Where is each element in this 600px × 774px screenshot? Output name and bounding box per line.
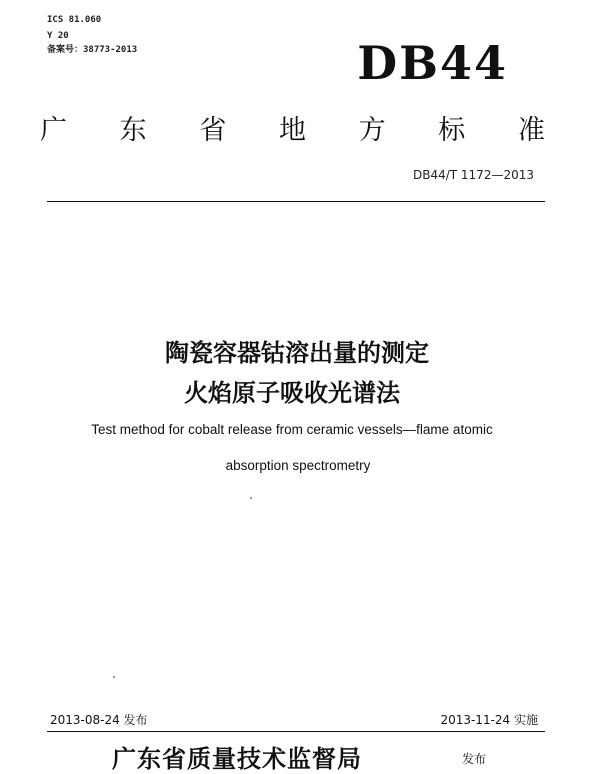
- standard-type-char: 省: [199, 115, 227, 146]
- db-logo: DB44: [357, 36, 508, 90]
- scan-speck: [113, 676, 115, 678]
- title-english-line-2: absorption spectrometry: [225, 458, 371, 473]
- title-english-line-1: Test method for cobalt release from ceramic vessels—flame atomic: [91, 422, 493, 437]
- standard-type-title: [40, 108, 545, 147]
- standard-type-char: 准: [517, 115, 545, 146]
- title-chinese-line-2: 火焰原子吸收光谱法: [184, 379, 400, 407]
- title-chinese-line-1: 陶瓷容器钴溶出量的测定: [165, 339, 429, 367]
- bottom-divider: [47, 731, 545, 732]
- standard-type-char: 广: [40, 115, 67, 146]
- record-number: 备案号：38773-2013: [47, 45, 138, 55]
- top-divider: [47, 201, 545, 202]
- category-code: Y 20: [47, 31, 69, 41]
- standard-type-char: 东: [119, 115, 147, 146]
- scan-speck: [250, 497, 252, 499]
- standard-type-char: 方: [358, 115, 386, 146]
- standard-type-char: 地: [278, 115, 306, 146]
- implement-date: 2013-11-24 实施: [440, 713, 538, 727]
- issue-date: 2013-08-24 发布: [50, 713, 148, 727]
- standard-type-char: 标: [438, 115, 466, 146]
- issuing-authority: 广东省质量技术监督局: [112, 744, 362, 773]
- standard-number: DB44/T 1172—2013: [412, 168, 534, 182]
- ics-code: ICS 81.060: [47, 15, 102, 25]
- issue-label: 发布: [462, 752, 487, 766]
